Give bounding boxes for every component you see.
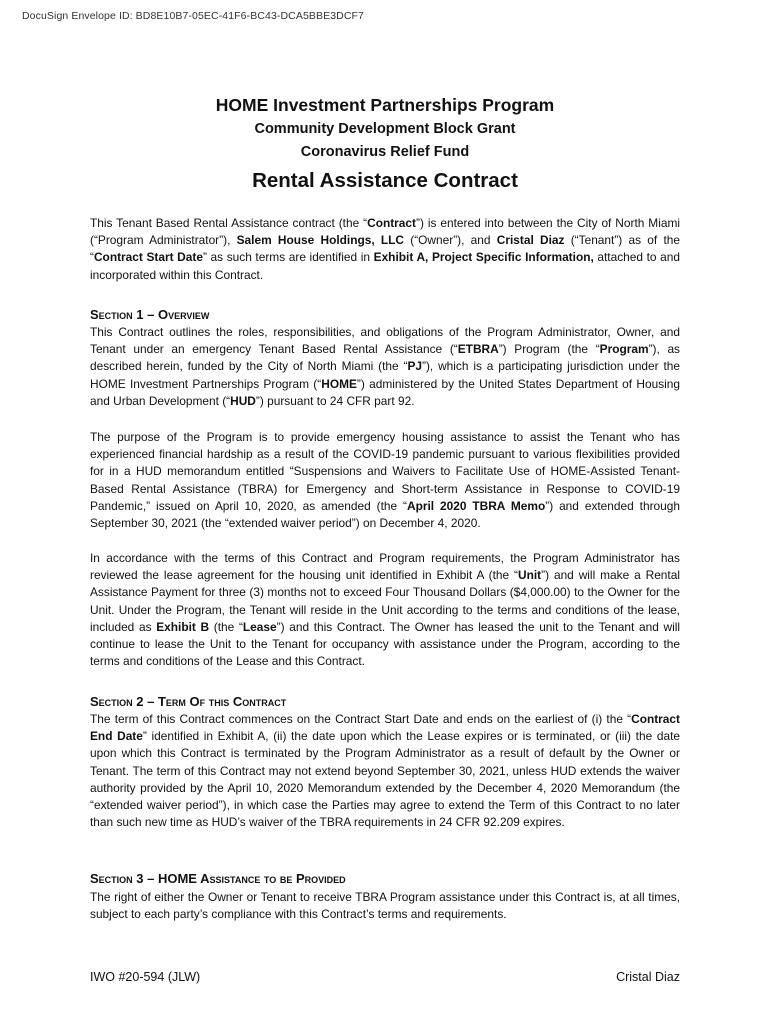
envelope-id: DocuSign Envelope ID: BD8E10B7-05EC-41F6-BC43-DCA5BBE3DCF7 [22,10,364,22]
section-1-paragraph-2: The purpose of the Program is to provide emergency housing assistance to assist the Tenant who has experienced financial hardship as a result of the COVID-19 pandemic pursuant to various flexibilities provided for in a HUD memorandum entitled “Suspensions and Waivers to Facilitate Use of HOME-Assisted Tenant-Based Rental Assistance (TBRA) for Emergency and Short-term Assistance in Response to COVID-19 Pandemic,” issued on April 10, 2020, as amended (the “April 2020 TBRA Memo”) and extended through September 30, 2021 (the “extended waiver period”) on December 4, 2020. [90,430,680,531]
section-2-paragraph: The term of this Contract commences on the Contract Start Date and ends on the earliest of (i) the “Contract End Date” identified in Exhibit A, (ii) the date upon which the Lease expires or is terminated, or (iii) the date upon which this Contract is terminated by the Program Administrator as a result of default by the Owner or Tenant. The term of this Contract may not extend beyond September 30, 2021, unless HUD extends the waiver authority provided by the April 10, 2020 Memorandum extended by the December 4, 2020 Memorandum (the “extended waiver period”), in which case the Parties may agree to extend the Term of this Contract to no later than such new time as HUD’s waiver of the TBRA requirements in 24 CFR 92.209 expires. [90,712,680,830]
section-3-paragraph: The right of either the Owner or Tenant to receive TBRA Program assistance under this Contract is, at all times, subject to each party’s compliance with this Contract’s terms and requirements. [90,890,680,922]
program-heading: HOME Investment Partnerships Program [215,95,555,115]
intro-paragraph: This Tenant Based Rental Assistance contract (the “Contract”) is entered into between the City of North Miami (“Program Administrator”), Salem House Holdings, LLC (“Owner”), and Cristal Diaz (“Tenant”) as of the “Contract Start Date” as such terms are identified in Exhibit A, Project Specific Information, attached to and incorporated within this Contract. [90,216,680,282]
section-1-paragraph-3: In accordance with the terms of this Contract and Program requirements, the Program Administrator has reviewed the lease agreement for the housing unit identified in Exhibit A (the “Unit”) and will make a Rental Assistance Payment for three (3) months not to exceed Four Thousand Dollars ($4,000.00) to the Owner for the Unit. Under the Program, the Tenant will reside in the Unit according to the terms and conditions of the lease, included as Exhibit B (the “Lease”) and this Contract. The Owner has leased the unit to the Tenant and will continue to lease the Unit to the Tenant for occupancy with assistance under the Program, according to the terms and conditions of the Lease and this Contract. [90,551,681,669]
footer-tenant-name: Cristal Diaz [616,970,680,984]
section-3-heading: Section 3 – HOME Assistance to be Provided [90,871,346,886]
section-1-paragraph-1: This Contract outlines the roles, responsibilities, and obligations of the Program Administrator, Owner, and Tenant under an emergency Tenant Based Rental Assistance (“ETBRA”) Program (the “Program”), as described herein, funded by the City of North Miami (the “PJ”), which is a participating jurisdiction under the HOME Investment Partnerships Program (“HOME”) administered by the United States Department of Housing and Urban Development (“HUD”) pursuant to 24 CFR part 92. [90,325,681,408]
grant-heading: Community Development Block Grant [254,121,516,137]
footer-reference: IWO #20-594 (JLW) [90,970,201,984]
section-2-heading: Section 2 – Term Of this Contract [90,694,287,709]
fund-heading: Coronavirus Relief Fund [300,144,470,160]
document-title: Rental Assistance Contract [252,169,518,192]
section-1-heading: Section 1 – Overview [90,307,210,322]
